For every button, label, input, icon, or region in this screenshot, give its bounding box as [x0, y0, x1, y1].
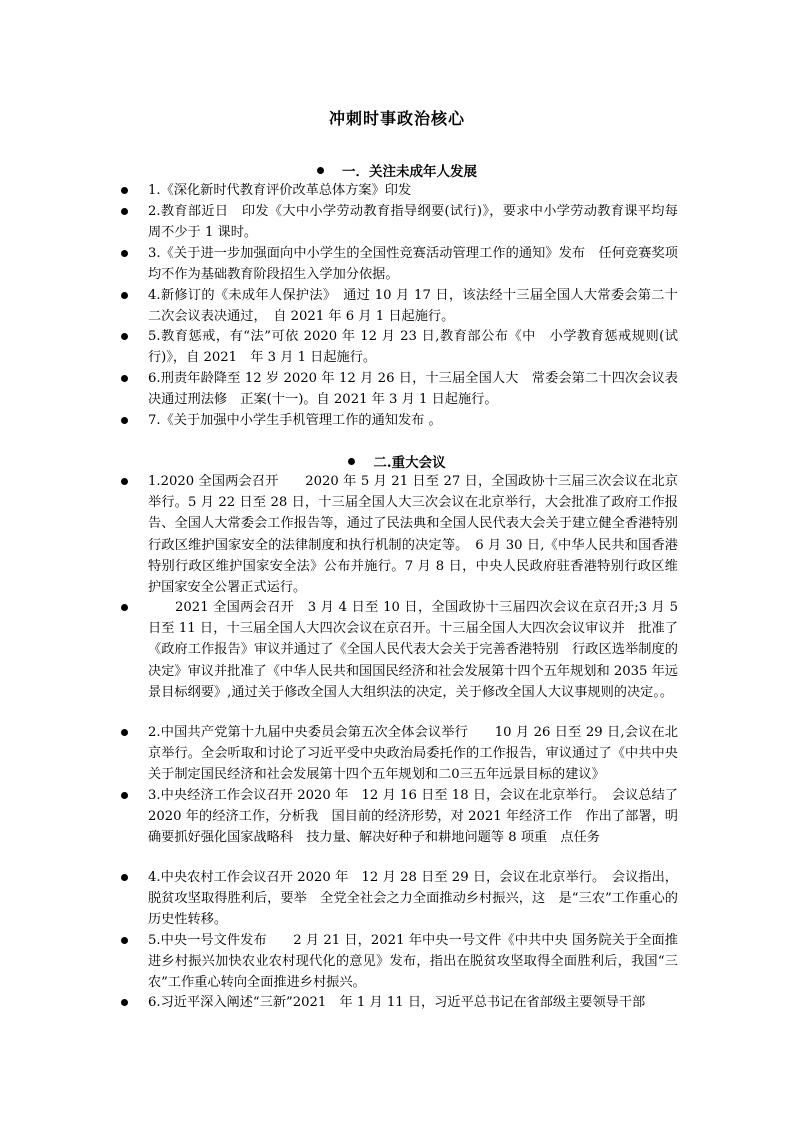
bullet-dot	[121, 729, 128, 736]
bullet-dot	[121, 187, 128, 194]
list-item: 1.《深化新时代教育评价改革总体方案》印发	[148, 180, 678, 201]
bullet-dot	[121, 874, 128, 881]
bullet-dot	[121, 937, 128, 944]
list-item: 2.中国共产党第十九届中央委员会第五次全体会议举行 10 月 26 日至 29 日,会议在北京举行。全会听取和讨论了习近平受中央政治局委托作的工作报告，审议通过了《中共中央关于制定国民经济和社会发展第十四个五年规划和二0三五年远景目标的建议》	[148, 722, 678, 786]
page-title: 冲刺时事政治核心	[328, 109, 465, 128]
bullet-dot	[121, 417, 128, 424]
list-item: 3.《关于进一步加强面向中小学生的全国性竞赛活动管理工作的通知》发布 任何竞赛奖项均不作为基础教育阶段招生入学加分依据。	[148, 243, 678, 285]
list-item: 2.教育部近日 印发《大中小学劳动教育指导纲要(试行)》，要求中小学劳动教育课平均每周不少于 1 课时。	[148, 201, 678, 243]
list-item: 3.中央经济工作会议召开 2020 年 12 月 16 日至 18 日，会议在北京举行。 会议总结了 2020 年的经济工作，分析我 国目前的经济形势，对 2021 年经济工作 作出了部署，明确要抓好强化国家战略科 技力量、解决好种子和耕地问题等 8 项重 点任务	[148, 785, 678, 849]
bullet-dot	[121, 478, 128, 485]
list-item: 1.2020 全国两会召开 2020 年 5 月 21 日至 27 日，全国政协十三届三次会议在北京举行。5 月 22 日至 28 日，十三届全国人大三次会议在北京举行，大会批准了政府工作报告、全国人大常委会工作报告等，通过了民法典和全国人民代表大会关于建立健全香港特别行政区维护国家安全的法律制度和执行机制的决定等。 6 月 30 日,《中华人民共和国香港特别行政区维护国家安全法》公布并施行。7 月 8 日，中央人民政府驻香港特别行政区维护国家安全公署正式运行。	[148, 471, 678, 598]
list-item: 6.习近平深入阐述“三新”2021 年 1 月 11 日，习近平总书记在省部级主要领导干部	[148, 992, 678, 1013]
bullet-dot	[121, 375, 128, 382]
bullet-dot	[121, 604, 128, 611]
bullet-dot	[317, 167, 324, 174]
bullet-dot	[121, 208, 128, 215]
list-item: 5.中央一号文件发布 2 月 21 日，2021 年中央一号文件《中共中央 国务院关于全面推进乡村振兴加快农业农村现代化的意见》发布，指出在脱贫攻坚取得全面胜利后，我国“三农”工作重心转向全面推进乡村振兴。	[148, 930, 678, 994]
list-item: 7.《关于加强中小学生手机管理工作的通知发布 。	[148, 410, 678, 431]
bullet-dot	[121, 250, 128, 257]
list-item: 2021 全国两会召开 3 月 4 日至 10 日，全国政协十三届四次会议在京召开;3 月 5 日至 11 日，十三届全国人大四次会议在京召开。十三届全国人大四次会议审议并 批准了《政府工作报告》审议并通过了《全国人民代表大会关于完善香港特别 行政区选举制度的决定》审议并批准了《中华人民共和国国民经济和社会发展第十四个五年规划和 2035 年远景目标纲要》,通过关于修改全国人大组织法的决定，关于修改全国人大议事规则的决定。。	[148, 597, 678, 703]
bullet-dot	[121, 292, 128, 299]
bullet-dot	[348, 458, 355, 465]
bullet-dot	[121, 333, 128, 340]
section-heading: 二.重大会议	[0, 451, 794, 471]
list-item: 5.教育惩戒，有“法”可依 2020 年 12 月 23 日,教育部公布《中 小学教育惩戒规则(试行)》，自 2021 年 3 月 1 日起施行。	[148, 326, 678, 368]
bullet-dot	[121, 999, 128, 1006]
list-item: 4.中央农村工作会议召开 2020 年 12 月 28 日至 29 日，会议在北京举行。 会议指出，脱贫攻坚取得胜利后，要举 全党全社会之力全面推动乡村振兴，这 是“三农”工作重心的历史性转移。	[148, 867, 678, 931]
bullet-dot	[121, 792, 128, 799]
list-item: 6.刑责年龄降至 12 岁 2020 年 12 月 26 日，十三届全国人大 常委会第二十四次会议表决通过刑法修 正案(十一)。自 2021 年 3 月 1 日起施行。	[148, 368, 678, 410]
list-item: 4.新修订的《未成年人保护法》 通过 10 月 17 日，该法经十三届全国人大常委会第二十二次会议表决通过， 自 2021 年 6 月 1 日起施行。	[148, 285, 678, 327]
section-heading: 一．关注未成年人发展	[0, 160, 794, 180]
